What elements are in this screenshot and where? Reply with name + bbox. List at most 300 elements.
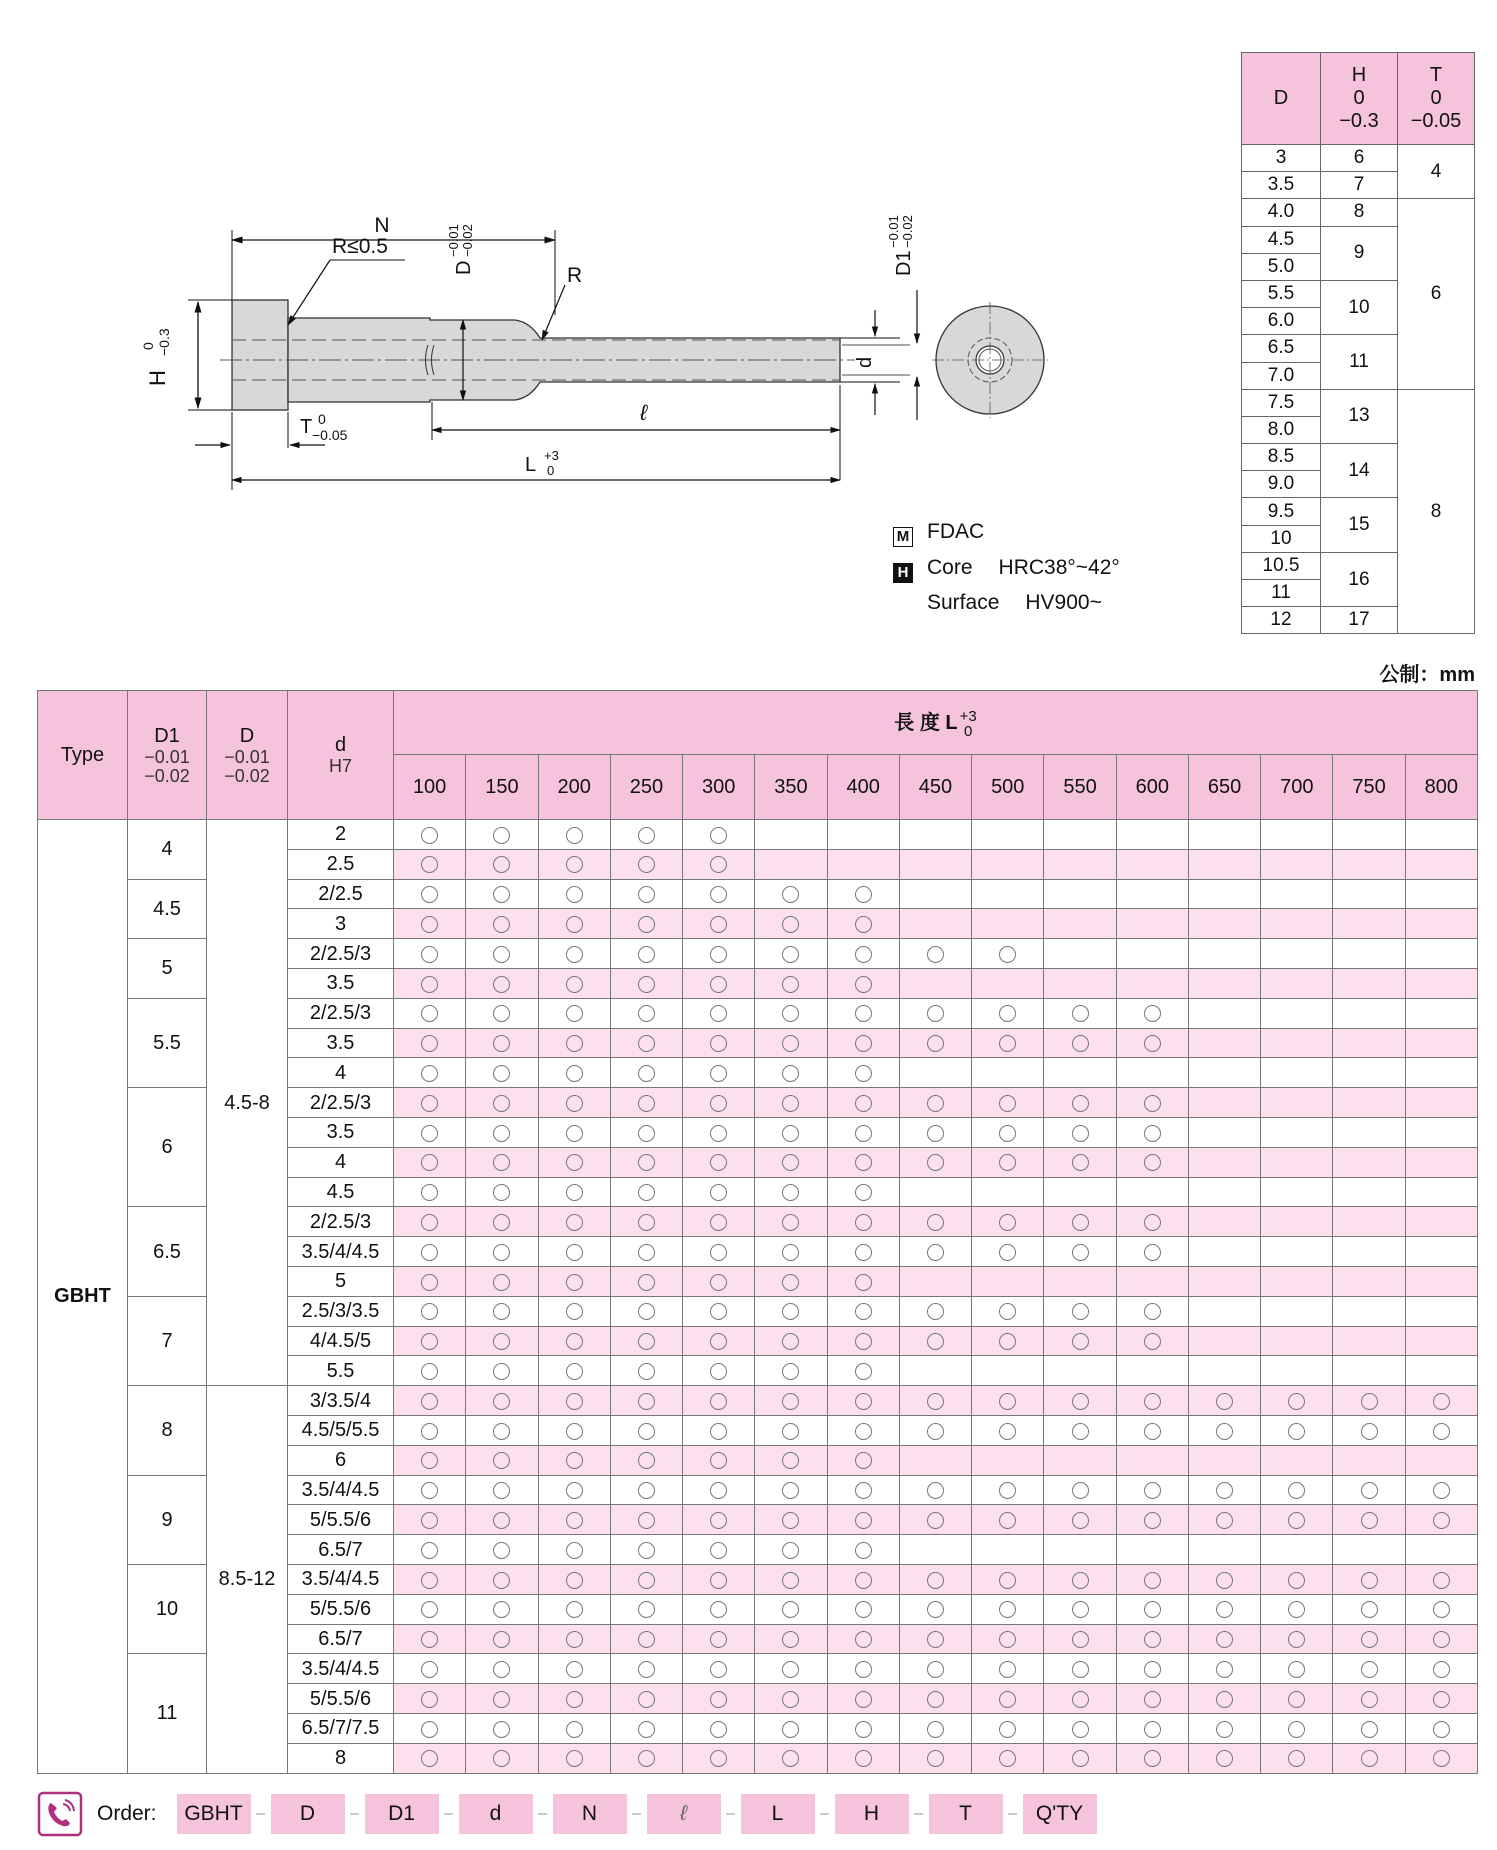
availability-cell — [1261, 1207, 1333, 1237]
available-mark-icon — [1216, 1750, 1233, 1767]
availability-cell — [683, 1564, 755, 1594]
available-mark-icon — [999, 1750, 1016, 1767]
available-mark-icon — [1216, 1691, 1233, 1708]
availability-cell — [1405, 1684, 1477, 1714]
availability-cell — [899, 1475, 971, 1505]
availability-cell — [1333, 1326, 1405, 1356]
availability-cell — [972, 1088, 1044, 1118]
dim-header-t: T 0 −0.05 — [1398, 53, 1475, 145]
availability-cell — [610, 1475, 682, 1505]
available-mark-icon — [999, 1631, 1016, 1648]
material-spec — [893, 517, 984, 547]
availability-cell — [1261, 849, 1333, 879]
available-mark-icon — [855, 1512, 872, 1529]
availability-cell — [394, 939, 466, 969]
availability-cell — [1405, 1445, 1477, 1475]
availability-cell — [755, 849, 827, 879]
available-mark-icon — [1144, 1095, 1161, 1112]
available-mark-icon — [855, 1423, 872, 1440]
available-mark-icon — [638, 1303, 655, 1320]
availability-cell — [899, 998, 971, 1028]
available-mark-icon — [566, 1184, 583, 1201]
availability-cell — [755, 1058, 827, 1088]
available-mark-icon — [999, 1721, 1016, 1738]
available-mark-icon — [1144, 1750, 1161, 1767]
header-length-value: 650 — [1188, 755, 1260, 820]
availability-cell — [610, 1296, 682, 1326]
availability-cell — [1116, 1177, 1188, 1207]
availability-cell — [827, 879, 899, 909]
availability-cell — [1261, 909, 1333, 939]
availability-cell — [466, 1386, 538, 1416]
availability-cell — [1333, 909, 1405, 939]
d-small-cell: 8 — [288, 1743, 394, 1773]
availability-cell — [1116, 879, 1188, 909]
availability-cell — [1188, 820, 1260, 850]
availability-cell — [1188, 1028, 1260, 1058]
availability-cell — [610, 998, 682, 1028]
available-mark-icon — [999, 1303, 1016, 1320]
availability-cell — [1044, 1684, 1116, 1714]
availability-cell — [899, 1624, 971, 1654]
available-mark-icon — [999, 1333, 1016, 1350]
availability-cell — [1333, 998, 1405, 1028]
availability-cell — [1261, 1684, 1333, 1714]
available-mark-icon — [927, 1005, 944, 1022]
available-mark-icon — [1144, 1512, 1161, 1529]
available-mark-icon — [855, 886, 872, 903]
availability-cell — [394, 1326, 466, 1356]
availability-cell — [1116, 968, 1188, 998]
availability-cell — [466, 1266, 538, 1296]
d-small-cell: 2.5 — [288, 849, 394, 879]
available-mark-icon — [493, 827, 510, 844]
availability-cell — [1116, 1535, 1188, 1565]
dim-cell-h: 15 — [1321, 498, 1398, 552]
availability-cell — [1261, 1564, 1333, 1594]
availability-cell — [827, 998, 899, 1028]
availability-cell — [1116, 1088, 1188, 1118]
available-mark-icon — [638, 1393, 655, 1410]
available-mark-icon — [1361, 1691, 1378, 1708]
availability-cell — [1116, 1326, 1188, 1356]
availability-cell — [1116, 1743, 1188, 1773]
available-mark-icon — [1144, 1125, 1161, 1142]
available-mark-icon — [421, 976, 438, 993]
availability-cell — [1116, 998, 1188, 1028]
material-badge: M — [893, 527, 913, 547]
available-mark-icon — [1433, 1601, 1450, 1618]
d-small-cell: 3.5/4/4.5 — [288, 1237, 394, 1267]
availability-cell — [1405, 820, 1477, 850]
availability-cell — [1333, 1058, 1405, 1088]
availability-cell — [755, 998, 827, 1028]
available-mark-icon — [566, 1423, 583, 1440]
availability-cell — [394, 909, 466, 939]
dim-cell-d: 8.0 — [1242, 416, 1321, 443]
available-mark-icon — [638, 1333, 655, 1350]
dim-cell-h: 14 — [1321, 444, 1398, 498]
availability-cell — [1188, 939, 1260, 969]
available-mark-icon — [493, 1125, 510, 1142]
order-separator: – — [820, 1805, 829, 1822]
available-mark-icon — [638, 1423, 655, 1440]
available-mark-icon — [1361, 1393, 1378, 1410]
availability-cell — [683, 1654, 755, 1684]
availability-cell — [755, 1356, 827, 1386]
available-mark-icon — [1216, 1482, 1233, 1499]
availability-cell — [1044, 1445, 1116, 1475]
availability-cell — [827, 968, 899, 998]
available-mark-icon — [421, 1035, 438, 1052]
available-mark-icon — [855, 1065, 872, 1082]
availability-cell — [972, 1684, 1044, 1714]
availability-cell — [1261, 1505, 1333, 1535]
availability-cell — [610, 1088, 682, 1118]
material-value: FDAC — [927, 520, 985, 543]
header-d-small: d H7 — [288, 691, 394, 820]
available-mark-icon — [782, 1691, 799, 1708]
availability-cell — [1116, 1117, 1188, 1147]
availability-cell — [972, 1564, 1044, 1594]
availability-cell — [755, 1564, 827, 1594]
available-mark-icon — [782, 1512, 799, 1529]
available-mark-icon — [999, 1125, 1016, 1142]
available-mark-icon — [710, 1423, 727, 1440]
label-d1-tol-upper: −0.01 — [886, 215, 901, 248]
availability-cell — [394, 1147, 466, 1177]
availability-cell — [755, 1296, 827, 1326]
availability-cell — [1116, 1147, 1188, 1177]
available-mark-icon — [421, 1423, 438, 1440]
phone-icon — [37, 1791, 83, 1837]
available-mark-icon — [638, 1363, 655, 1380]
availability-cell — [1261, 968, 1333, 998]
availability-cell — [1188, 849, 1260, 879]
available-mark-icon — [1072, 1333, 1089, 1350]
available-mark-icon — [1072, 1750, 1089, 1767]
available-mark-icon — [638, 1184, 655, 1201]
availability-cell — [827, 909, 899, 939]
dim-cell-d: 7.0 — [1242, 362, 1321, 389]
availability-table — [37, 690, 1478, 1774]
availability-cell — [755, 1117, 827, 1147]
availability-cell — [466, 1475, 538, 1505]
availability-cell — [1405, 1535, 1477, 1565]
available-mark-icon — [638, 1661, 655, 1678]
availability-cell — [972, 1594, 1044, 1624]
label-t-tol-lower: −0.05 — [312, 427, 348, 443]
dim-cell-d: 6.0 — [1242, 308, 1321, 335]
availability-cell — [827, 820, 899, 850]
availability-cell — [610, 1117, 682, 1147]
availability-cell — [899, 1356, 971, 1386]
dim-cell-d: 3.5 — [1242, 172, 1321, 199]
available-mark-icon — [855, 1274, 872, 1291]
available-mark-icon — [638, 1512, 655, 1529]
availability-cell — [1261, 1117, 1333, 1147]
available-mark-icon — [566, 1244, 583, 1261]
hardness-core-spec — [893, 553, 1120, 583]
availability-cell — [827, 849, 899, 879]
availability-cell — [1188, 1296, 1260, 1326]
availability-cell — [1188, 1654, 1260, 1684]
available-mark-icon — [566, 1303, 583, 1320]
available-mark-icon — [855, 1572, 872, 1589]
available-mark-icon — [638, 1452, 655, 1469]
availability-cell — [755, 968, 827, 998]
availability-cell — [538, 1326, 610, 1356]
availability-cell — [755, 1237, 827, 1267]
d-small-cell: 3 — [288, 909, 394, 939]
available-mark-icon — [638, 1125, 655, 1142]
available-mark-icon — [493, 1244, 510, 1261]
availability-cell — [899, 1117, 971, 1147]
availability-cell — [394, 1415, 466, 1445]
available-mark-icon — [1216, 1512, 1233, 1529]
available-mark-icon — [999, 1512, 1016, 1529]
availability-cell — [827, 939, 899, 969]
availability-cell — [1405, 1147, 1477, 1177]
availability-cell — [1116, 1386, 1188, 1416]
availability-cell — [538, 968, 610, 998]
label-ell: ℓ — [640, 400, 648, 425]
availability-cell — [1116, 1624, 1188, 1654]
availability-cell — [1333, 1564, 1405, 1594]
availability-cell — [1405, 1237, 1477, 1267]
availability-cell — [466, 1624, 538, 1654]
available-mark-icon — [493, 1303, 510, 1320]
d1-cell: 8 — [128, 1386, 207, 1475]
available-mark-icon — [493, 1333, 510, 1350]
type-cell: GBHT — [38, 820, 128, 1774]
availability-cell — [610, 939, 682, 969]
order-field: D1 — [365, 1794, 439, 1834]
availability-cell — [1261, 1088, 1333, 1118]
available-mark-icon — [421, 1274, 438, 1291]
available-mark-icon — [1433, 1691, 1450, 1708]
available-mark-icon — [493, 1154, 510, 1171]
available-mark-icon — [493, 1691, 510, 1708]
available-mark-icon — [566, 1274, 583, 1291]
availability-cell — [1116, 820, 1188, 850]
availability-cell — [394, 1564, 466, 1594]
available-mark-icon — [782, 916, 799, 933]
availability-cell — [1044, 968, 1116, 998]
hardness-surface-spec — [927, 588, 1102, 617]
available-mark-icon — [638, 1274, 655, 1291]
availability-cell — [538, 1594, 610, 1624]
availability-cell — [683, 849, 755, 879]
head-dimension-table — [1241, 52, 1475, 634]
availability-cell — [610, 1326, 682, 1356]
available-mark-icon — [493, 1721, 510, 1738]
availability-cell — [1405, 968, 1477, 998]
available-mark-icon — [782, 946, 799, 963]
d-small-cell: 5 — [288, 1266, 394, 1296]
availability-cell — [755, 1475, 827, 1505]
availability-cell — [972, 1356, 1044, 1386]
available-mark-icon — [421, 1125, 438, 1142]
availability-cell — [1116, 849, 1188, 879]
availability-cell — [827, 1743, 899, 1773]
availability-cell — [394, 1266, 466, 1296]
availability-cell — [683, 1147, 755, 1177]
availability-cell — [610, 909, 682, 939]
label-d-small: d — [854, 356, 876, 368]
availability-cell — [683, 1266, 755, 1296]
available-mark-icon — [927, 1035, 944, 1052]
availability-cell — [1261, 1624, 1333, 1654]
available-mark-icon — [566, 1393, 583, 1410]
available-mark-icon — [782, 1423, 799, 1440]
availability-cell — [1333, 820, 1405, 850]
availability-cell — [1188, 1415, 1260, 1445]
availability-cell — [1188, 968, 1260, 998]
availability-cell — [1405, 1564, 1477, 1594]
order-field: GBHT — [177, 1794, 251, 1834]
available-mark-icon — [855, 1005, 872, 1022]
available-mark-icon — [710, 1721, 727, 1738]
availability-cell — [394, 1088, 466, 1118]
available-mark-icon — [1288, 1631, 1305, 1648]
available-mark-icon — [566, 1363, 583, 1380]
available-mark-icon — [855, 1750, 872, 1767]
availability-cell — [394, 1713, 466, 1743]
availability-cell — [755, 1624, 827, 1654]
available-mark-icon — [1288, 1572, 1305, 1589]
availability-cell — [683, 1028, 755, 1058]
availability-cell — [1116, 1266, 1188, 1296]
available-mark-icon — [1361, 1482, 1378, 1499]
available-mark-icon — [1144, 1691, 1161, 1708]
available-mark-icon — [566, 1125, 583, 1142]
availability-cell — [972, 1505, 1044, 1535]
available-mark-icon — [927, 1244, 944, 1261]
available-mark-icon — [638, 1214, 655, 1231]
availability-cell — [1044, 1713, 1116, 1743]
available-mark-icon — [493, 1661, 510, 1678]
available-mark-icon — [638, 1095, 655, 1112]
available-mark-icon — [710, 1572, 727, 1589]
dim-cell-h: 8 — [1321, 199, 1398, 226]
available-mark-icon — [1361, 1512, 1378, 1529]
available-mark-icon — [710, 1184, 727, 1201]
availability-cell — [1116, 1296, 1188, 1326]
availability-cell — [1333, 1088, 1405, 1118]
available-mark-icon — [782, 1631, 799, 1648]
available-mark-icon — [710, 827, 727, 844]
availability-cell — [1261, 1445, 1333, 1475]
availability-cell — [538, 1088, 610, 1118]
availability-cell — [755, 1684, 827, 1714]
availability-cell — [1333, 1505, 1405, 1535]
availability-cell — [466, 1326, 538, 1356]
availability-cell — [610, 1147, 682, 1177]
available-mark-icon — [1072, 1601, 1089, 1618]
availability-cell — [1405, 1654, 1477, 1684]
d-small-cell: 2/2.5/3 — [288, 939, 394, 969]
d-small-cell: 5.5 — [288, 1356, 394, 1386]
availability-cell — [610, 1177, 682, 1207]
available-mark-icon — [710, 1333, 727, 1350]
available-mark-icon — [1433, 1393, 1450, 1410]
availability-cell — [1405, 1415, 1477, 1445]
available-mark-icon — [421, 1065, 438, 1082]
availability-cell — [538, 1415, 610, 1445]
available-mark-icon — [1072, 1244, 1089, 1261]
availability-cell — [610, 1237, 682, 1267]
available-mark-icon — [1072, 1303, 1089, 1320]
available-mark-icon — [1072, 1512, 1089, 1529]
dim-cell-h: 16 — [1321, 552, 1398, 606]
availability-cell — [1116, 1594, 1188, 1624]
availability-cell — [972, 1445, 1044, 1475]
availability-cell — [1261, 1177, 1333, 1207]
available-mark-icon — [638, 1542, 655, 1559]
available-mark-icon — [638, 1244, 655, 1261]
available-mark-icon — [421, 1214, 438, 1231]
availability-cell — [466, 1654, 538, 1684]
availability-cell — [538, 1237, 610, 1267]
availability-cell — [972, 1624, 1044, 1654]
availability-cell — [899, 939, 971, 969]
availability-cell — [1044, 1743, 1116, 1773]
available-mark-icon — [782, 1750, 799, 1767]
availability-cell — [1333, 1624, 1405, 1654]
availability-cell — [755, 1326, 827, 1356]
availability-cell — [394, 1058, 466, 1088]
availability-cell — [827, 1684, 899, 1714]
available-mark-icon — [782, 1154, 799, 1171]
d-small-cell: 4 — [288, 1147, 394, 1177]
availability-cell — [394, 1237, 466, 1267]
available-mark-icon — [493, 1512, 510, 1529]
availability-cell — [683, 1535, 755, 1565]
availability-cell — [1044, 879, 1116, 909]
dim-cell-h: 17 — [1321, 607, 1398, 634]
available-mark-icon — [782, 1035, 799, 1052]
availability-cell — [1044, 909, 1116, 939]
availability-cell — [827, 1415, 899, 1445]
available-mark-icon — [782, 1274, 799, 1291]
available-mark-icon — [999, 1601, 1016, 1618]
header-length-value: 500 — [972, 755, 1044, 820]
availability-cell — [610, 1594, 682, 1624]
availability-cell — [538, 1713, 610, 1743]
available-mark-icon — [710, 1095, 727, 1112]
availability-cell — [1333, 1743, 1405, 1773]
available-mark-icon — [782, 1125, 799, 1142]
available-mark-icon — [566, 1065, 583, 1082]
availability-cell — [972, 1326, 1044, 1356]
availability-cell — [1188, 909, 1260, 939]
availability-cell — [1333, 1713, 1405, 1743]
d-small-cell: 2/2.5/3 — [288, 1207, 394, 1237]
dim-cell-d: 10.5 — [1242, 552, 1321, 579]
availability-cell — [1188, 1743, 1260, 1773]
d-cell: 8.5-12 — [207, 1386, 288, 1773]
order-separator: – — [914, 1805, 923, 1822]
d1-cell: 5.5 — [128, 998, 207, 1087]
available-mark-icon — [493, 1631, 510, 1648]
available-mark-icon — [1288, 1512, 1305, 1529]
available-mark-icon — [566, 946, 583, 963]
availability-cell — [683, 1713, 755, 1743]
availability-cell — [755, 1266, 827, 1296]
availability-cell — [755, 1505, 827, 1535]
header-length-value: 750 — [1333, 755, 1405, 820]
